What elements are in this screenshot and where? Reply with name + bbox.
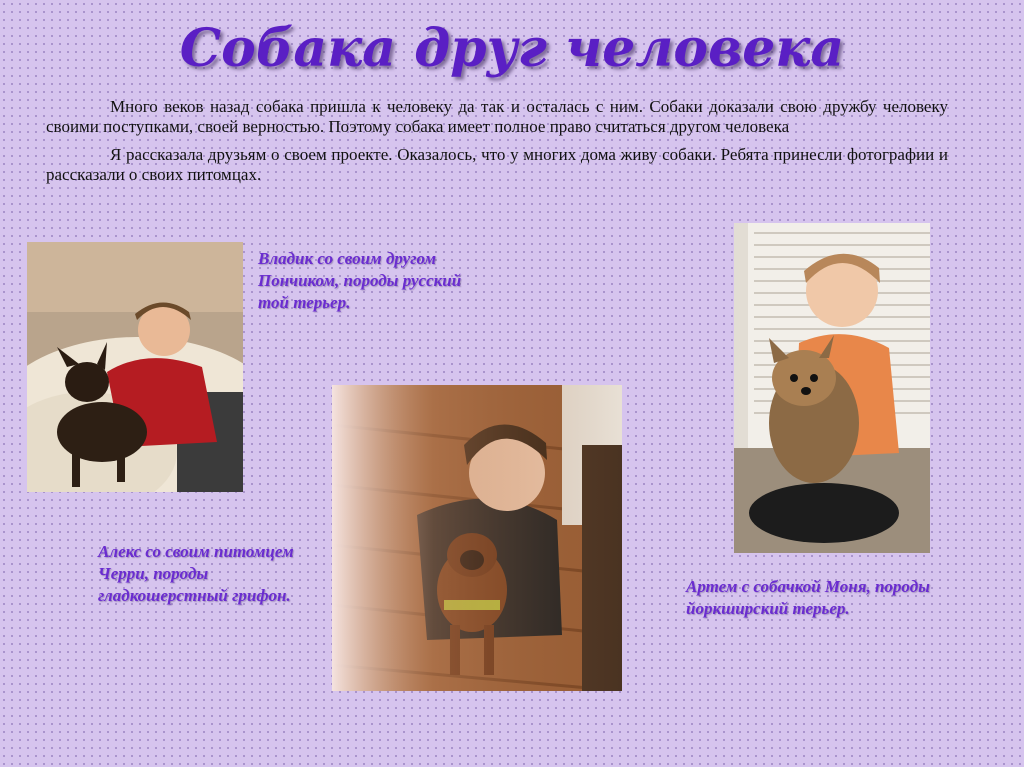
caption-artem: Артем с собачкой Моня, породы йоркширский терьер.: [686, 577, 930, 618]
intro-text: [46, 97, 948, 193]
photo-alex-with-dog: [332, 385, 622, 691]
intro-paragraph-1: Много веков назад собака пришла к человеку да так и осталась с ним. Собаки доказали свою дружбу человеку своими поступками, своей верностью. Поэтому собака имеет полное право считаться другом человека: [46, 97, 948, 136]
slide-title: Собака друг человека: [179, 18, 845, 79]
photo-artem-with-dog: [734, 223, 930, 553]
photo-vladik-with-dog: [27, 242, 243, 492]
caption-vladik: Владик со своим другом Пончиком, породы русский той терьер.: [258, 249, 462, 312]
intro-paragraph-2: Я рассказала друзьям о своем проекте. Оказалось, что у многих дома живу собаки. Ребята принесли фотографии и рассказали о своих питомцах.: [46, 145, 948, 184]
caption-alex: Алекс со своим питомцем Черри, породы гладкошерстный грифон.: [98, 542, 294, 605]
